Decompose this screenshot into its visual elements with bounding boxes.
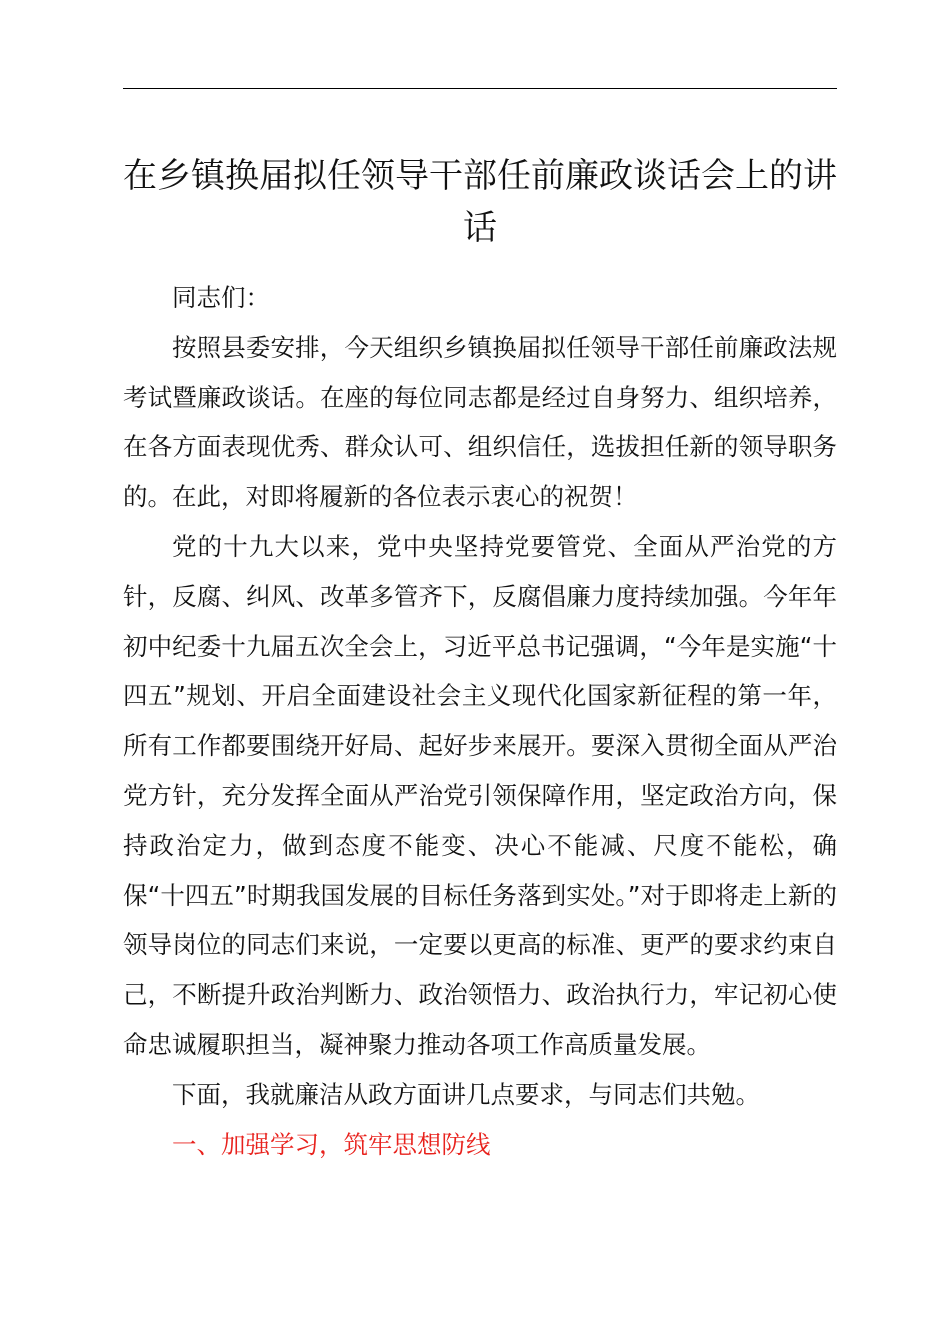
document-body	[123, 273, 837, 1169]
header-rule	[123, 88, 837, 89]
document-title: 在乡镇换届拟任领导干部任前廉政谈话会上的讲话	[123, 156, 837, 248]
paragraph-policy: 党的十九大以来，党中央坚持党要管党、全面从严治党的方针，反腐、纠风、改革多管齐下，反腐倡廉力度持续加强。今年年初中纪委十九届五次全会上，习近平总书记强调，“今年是实施“十四五”规划、开启全面建设社会主义现代化国家新征程的第一年，所有工作都要围绕开好局、起好步来展开。要深入贯彻全面从严治党方针，充分发挥全面从严治党引领保障作用，坚定政治方向，保持政治定力，做到态度不能变、决心不能减、尺度不能松，确保“十四五”时期我国发展的目标任务落到实处。”对于即将走上新的领导岗位的同志们来说，一定要以更高的标准、更严的要求约束自己，不断提升政治判断力、政治领悟力、政治执行力，牢记初心使命忠诚履职担当，凝神聚力推动各项工作高质量发展。	[123, 531, 837, 1059]
salutation: 同志们：	[172, 283, 270, 312]
section-heading: 一、加强学习，筑牢思想防线	[172, 1129, 491, 1159]
paragraph-intro: 按照县委安排，今天组织乡镇换届拟任领导干部任前廉政法规考试暨廉政谈话。在座的每位同志都是经过自身努力、组织培养，在各方面表现优秀、群众认可、组织信任，选拔担任新的领导职务的。在此，对即将履新的各位表示衷心的祝贺！	[123, 332, 837, 512]
paragraph-transition: 下面，我就廉洁从政方面讲几点要求，与同志们共勉。	[172, 1079, 760, 1109]
